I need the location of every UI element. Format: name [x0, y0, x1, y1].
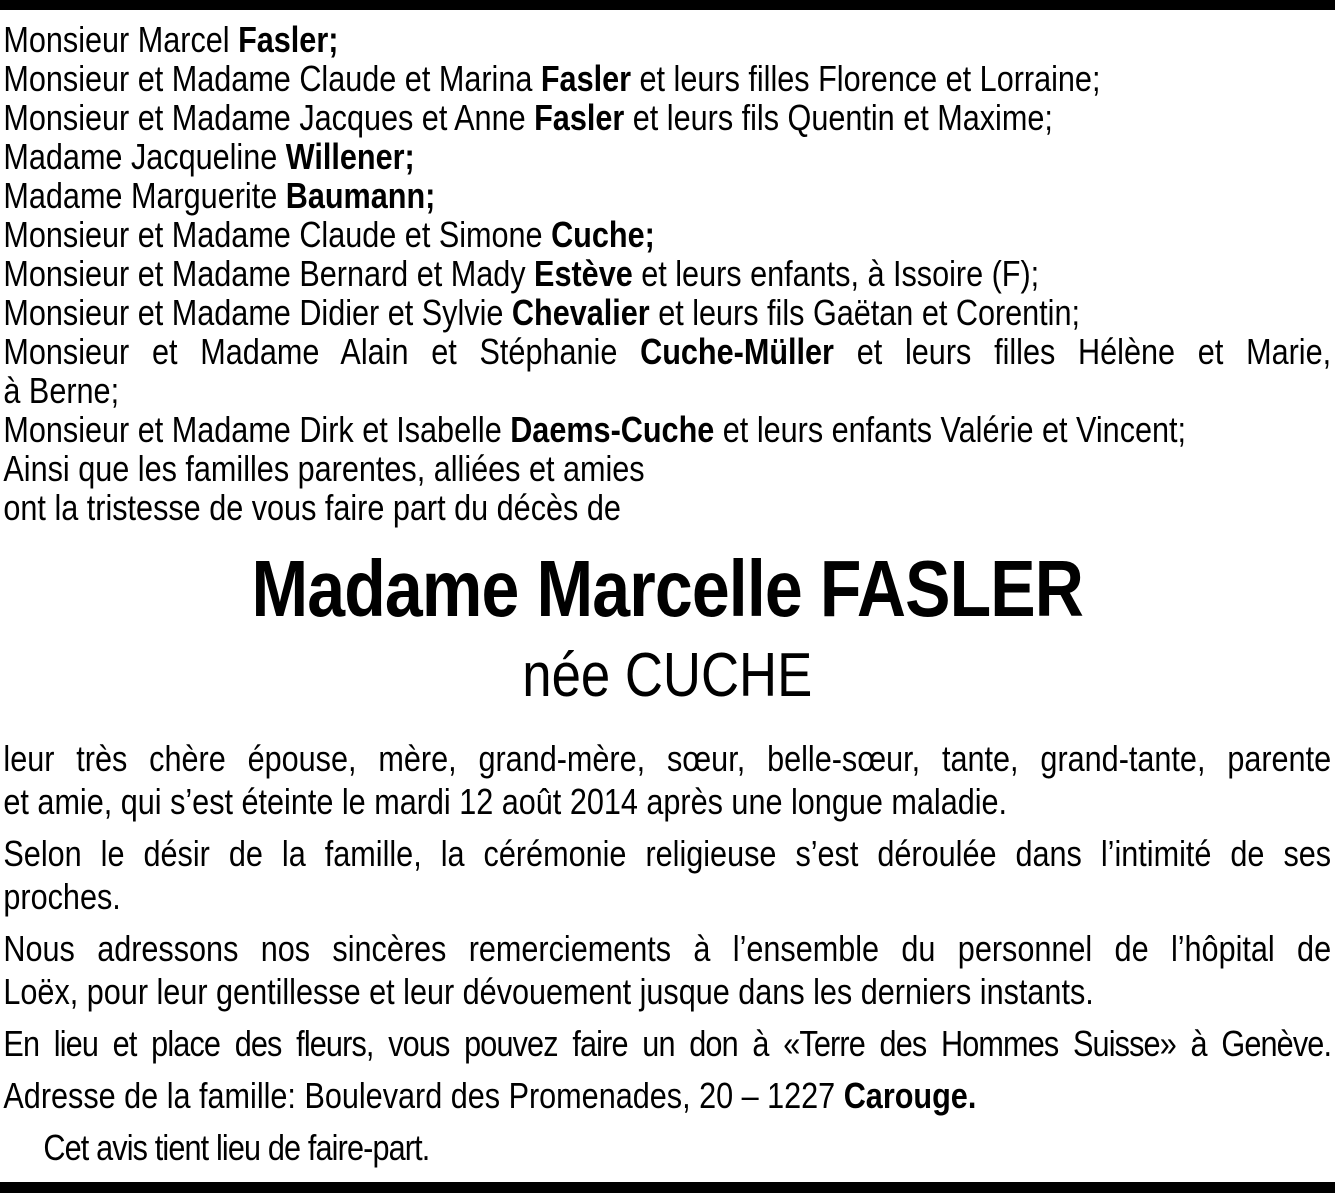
notice-paragraphs — [3, 737, 1331, 1169]
deceased-name: Madame Marcelle FASLER — [251, 544, 1084, 633]
family-name: Fasler — [540, 58, 632, 99]
text-segment: Nous adressons nos sincères remerciements à l’ensemble du personnel de l’hôpital de — [3, 928, 1332, 969]
text-segment: leur très chère épouse, mère, grand-mère, sœur, belle-sœur, tante, grand-tante, parente — [3, 738, 1332, 779]
text-segment: et leurs filles Hélène et Marie, — [833, 331, 1332, 372]
text-segment: Monsieur et Madame Alain et Stéphanie — [3, 331, 641, 372]
notice-paragraph — [3, 1074, 1331, 1117]
paragraph-line — [3, 1074, 1331, 1117]
family-line — [3, 332, 1331, 371]
paragraph-line — [3, 970, 1331, 1013]
text-segment: Monsieur et Madame Bernard et Mady — [3, 253, 535, 294]
text-segment: Madame Jacqueline — [3, 136, 286, 177]
family-name: Baumann; — [285, 175, 436, 216]
notice-paragraph — [3, 832, 1331, 918]
text-segment: Monsieur et Madame Jacques et Anne — [3, 97, 535, 138]
family-line — [3, 371, 1331, 410]
notice-content — [0, 10, 1335, 1169]
text-segment: et leurs filles Florence et Lorraine; — [631, 58, 1101, 99]
paragraph-line — [3, 1022, 1331, 1065]
maiden-name: née CUCHE — [522, 641, 813, 710]
notice-paragraph — [3, 737, 1331, 823]
family-name: Fasler — [534, 97, 625, 138]
paragraph-line — [3, 780, 1331, 823]
text-segment: Cet avis tient lieu de faire-part. — [43, 1127, 430, 1168]
top-rule — [0, 0, 1335, 10]
text-segment: En lieu et place des fleurs, vous pouvez faire un don à «Terre des Hommes Suisse» à Genève. — [3, 1023, 1332, 1064]
family-line — [3, 98, 1331, 137]
text-segment: Monsieur et Madame Dirk et Isabelle — [3, 409, 511, 450]
text-segment: proches. — [3, 876, 121, 917]
family-line — [3, 293, 1331, 332]
text-segment: et leurs enfants Valérie et Vincent; — [714, 409, 1187, 450]
family-name: Chevalier — [511, 292, 650, 333]
family-name: Cuche-Müller — [640, 331, 834, 372]
text-segment: à Berne; — [3, 370, 120, 411]
paragraph-line — [3, 832, 1331, 875]
paragraph-line — [3, 875, 1331, 918]
family-line — [3, 254, 1331, 293]
family-name: Fasler; — [238, 19, 339, 60]
text-segment: et amie, qui s’est éteinte le mardi 12 août 2014 après une longue maladie. — [3, 781, 1008, 822]
family-line — [3, 176, 1331, 215]
paragraph-line — [3, 737, 1331, 780]
notice-paragraph — [3, 927, 1331, 1013]
family-name: Carouge. — [843, 1075, 977, 1116]
bottom-rule — [0, 1182, 1335, 1193]
family-line — [3, 215, 1331, 254]
text-segment: Selon le désir de la famille, la cérémonie religieuse s’est déroulée dans l’intimité de ses — [3, 833, 1332, 874]
family-name: Daems-Cuche — [510, 409, 715, 450]
notice-paragraph — [3, 1022, 1331, 1065]
family-line — [3, 410, 1331, 449]
family-name: Estève — [534, 253, 633, 294]
family-line — [3, 488, 1331, 527]
text-segment: Madame Marguerite — [3, 175, 286, 216]
text-segment: Monsieur et Madame Didier et Sylvie — [3, 292, 512, 333]
family-line — [3, 20, 1331, 59]
text-segment: Adresse de la famille: Boulevard des Promenades, 20 – 1227 — [3, 1075, 844, 1116]
family-name: Willener; — [285, 136, 415, 177]
text-segment: ont la tristesse de vous faire part du décès de — [3, 487, 621, 528]
family-name: Cuche; — [551, 214, 655, 255]
text-segment: et leurs enfants, à Issoire (F); — [632, 253, 1040, 294]
text-segment: Loëx, pour leur gentillesse et leur dévouement jusque dans les derniers instants. — [3, 971, 1094, 1012]
text-segment: et leurs fils Gaëtan et Corentin; — [649, 292, 1081, 333]
family-line — [3, 449, 1331, 488]
notice-paragraph — [3, 1126, 1331, 1169]
text-segment: et leurs fils Quentin et Maxime; — [624, 97, 1053, 138]
text-segment: Monsieur et Madame Claude et Simone — [3, 214, 552, 255]
text-segment: Ainsi que les familles parentes, alliées et amies — [3, 448, 645, 489]
text-segment: Monsieur Marcel — [3, 19, 239, 60]
family-line — [3, 137, 1331, 176]
family-line — [3, 59, 1331, 98]
paragraph-line — [43, 1126, 1331, 1169]
paragraph-line — [3, 927, 1331, 970]
text-segment: Monsieur et Madame Claude et Marina — [3, 58, 541, 99]
family-announcement-list — [3, 20, 1331, 527]
